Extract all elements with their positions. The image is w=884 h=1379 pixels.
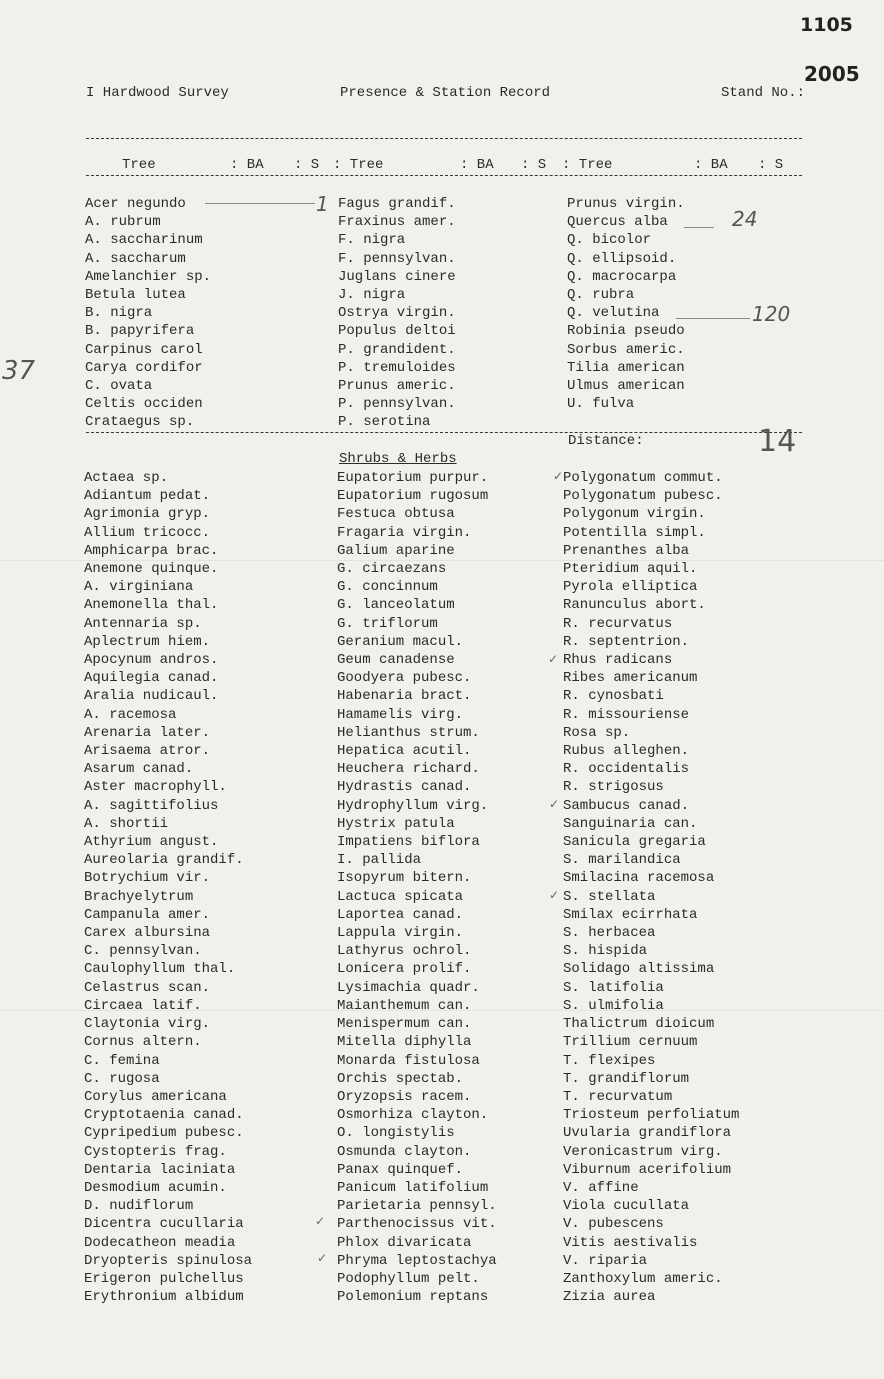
species-item: Celtis occiden [85,396,203,413]
species-item: C. ovata [85,378,153,395]
species-item: Rosa sp. [563,724,631,741]
paper-fold [0,1010,884,1011]
species-item: Hystrix patula [337,815,455,832]
species-item: Acer negundo [85,196,186,212]
tree-column-1 [85,195,211,432]
species-item: F. nigra [338,232,406,249]
species-item: R. missouriense [563,706,690,723]
species-item: Galium aparine [337,542,455,559]
species-item: Sanguinaria can. [563,815,698,832]
check-mark-icon: ✓ [315,1214,326,1228]
species-item: T. flexipes [563,1052,656,1069]
pencil-line [684,227,714,228]
species-item: Actaea sp. [84,470,169,486]
section-divider [86,432,802,433]
species-item: Polygonatum pubesc. [563,488,723,505]
species-item: V. riparia [563,1252,648,1269]
species-item: Lappula virgin. [337,925,464,942]
species-item: G. circaezans [337,561,447,578]
species-item: Polemonium reptans [337,1289,489,1306]
species-item: Potentilla simpl. [563,524,706,541]
species-item: Solidago altissima [563,961,715,978]
species-item: Monarda fistulosa [337,1052,480,1069]
species-item: C. femina [84,1052,160,1069]
species-item: A. shortii [84,815,169,832]
species-item: Trillium cernuum [563,1034,698,1051]
species-item: Laportea canad. [337,906,464,923]
paper-fold [0,560,884,561]
stand-number-label: Stand No.: [721,85,806,101]
col-header-ba-2: : BA [460,157,494,173]
species-item: B. nigra [85,305,153,322]
species-item: Cornus altern. [84,1034,202,1051]
species-item: Viburnum acerifolium [563,1161,732,1178]
species-item: Desmodium acumin. [84,1179,227,1196]
check-mark-icon: ✓ [549,888,560,902]
species-item: Caulophyllum thal. [84,961,236,978]
species-item: Parietaria pennsyl. [337,1198,497,1215]
species-item: A. racemosa [84,706,177,723]
species-item: F. pennsylvan. [338,250,456,267]
species-item: J. nigra [338,287,406,304]
species-item: Rhus radicans [563,652,673,669]
pencil-line [205,203,315,204]
species-item: Brachyelytrum [84,888,194,905]
species-item: Ostrya virgin. [338,305,456,322]
species-item: Eupatorium purpur. [337,470,489,486]
species-item: Carpinus carol [85,341,203,358]
species-item: Pyrola elliptica [563,579,698,596]
species-item: Dentaria laciniata [84,1161,236,1178]
species-item: Podophyllum pelt. [337,1270,480,1287]
species-item: R. recurvatus [563,615,673,632]
handwritten-ba-quercus-alba: 24 [732,207,758,231]
species-item: Uvularia grandiflora [563,1125,732,1142]
species-item: Zanthoxylum americ. [563,1270,723,1287]
species-item: Panicum latifolium [337,1179,489,1196]
species-item: Maianthemum can. [337,997,472,1014]
species-item: Prunus americ. [338,378,456,395]
col-header-s-3: : S [758,157,784,173]
species-item: Carex albursina [84,925,211,942]
col-header-s-1: : S [294,157,320,173]
species-item: Ranunculus abort. [563,597,706,614]
species-item: Lonicera prolif. [337,961,472,978]
species-item: A. virginiana [84,579,194,596]
check-mark-icon: ✓ [549,797,560,811]
species-item: Aster macrophyll. [84,779,227,796]
species-item: Arisaema atror. [84,743,211,760]
species-item: Polygonatum commut. [563,470,723,486]
header-rule-top [86,138,802,139]
species-item: Asarum canad. [84,761,194,778]
species-item: Prenanthes alba [563,542,690,559]
species-item: S. stellata [563,888,656,905]
species-item: Dryopteris spinulosa [84,1252,253,1269]
species-item: Polygonum virgin. [563,506,706,523]
species-item: R. occidentalis [563,761,690,778]
species-item: Carya cordifor [85,359,203,376]
species-item: V. affine [563,1179,639,1196]
species-item: S. latifolia [563,979,664,996]
species-item: Phlox divaricata [337,1234,472,1251]
species-item: Allium tricocc. [84,524,211,541]
species-item: Agrimonia gryp. [84,506,211,523]
species-item: P. tremuloides [338,359,456,376]
species-item: Robinia pseudo [567,323,685,340]
species-item: T. grandiflorum [563,1070,690,1087]
species-item: R. strigosus [563,779,664,796]
species-item: Impatiens biflora [337,834,480,851]
species-item: Botrychium vir. [84,870,211,887]
species-item: Aureolaria grandif. [84,852,244,869]
species-item: Heuchera richard. [337,761,480,778]
species-item: Sorbus americ. [567,341,685,358]
species-item: Zizia aurea [563,1289,656,1306]
species-item: Amphicarpa brac. [84,542,219,559]
tree-column-3 [567,195,685,413]
species-item: Geranium macul. [337,633,464,650]
species-item: Triosteum perfoliatum [563,1107,740,1124]
species-item: Dicentra cucullaria [84,1216,244,1233]
handwritten-margin-number: 37 [2,356,36,386]
species-item: Claytonia virg. [84,1016,211,1033]
species-item: Helianthus strum. [337,724,480,741]
species-item: Athyrium angust. [84,834,219,851]
stamp-number: 1105 [800,14,853,36]
species-item: R. septentrion. [563,633,690,650]
species-item: Antennaria sp. [84,615,202,632]
col-header-tree-3: : Tree [562,157,613,173]
species-item: P. pennsylvan. [338,396,456,413]
col-header-ba-1: : BA [230,157,264,173]
species-item: Habenaria bract. [337,688,472,705]
species-item: Campanula amer. [84,906,211,923]
species-item: Amelanchier sp. [85,268,212,285]
species-item: Thalictrum dioicum [563,1016,715,1033]
species-item: Aquilegia canad. [84,670,219,687]
species-item: S. ulmifolia [563,997,664,1014]
species-item: Goodyera pubesc. [337,670,472,687]
species-item: R. cynosbati [563,688,664,705]
species-item: Anemone quinque. [84,561,219,578]
species-item: G. triflorum [337,615,438,632]
species-item: Sambucus canad. [563,797,690,814]
species-item: Fagus grandif. [338,196,456,212]
check-mark-icon: ✓ [548,652,559,666]
species-item: Betula lutea [85,287,186,304]
species-item: Parthenocissus vit. [337,1216,497,1233]
species-item: Erythronium albidum [84,1289,244,1306]
species-item: Anemonella thal. [84,597,219,614]
tree-column-2 [338,195,456,432]
species-item: C. pennsylvan. [84,943,202,960]
species-item: G. lanceolatum [337,597,455,614]
pencil-line [676,318,750,319]
species-item: Fraxinus amer. [338,214,456,231]
species-item: Aplectrum hiem. [84,633,211,650]
species-item: Geum canadense [337,652,455,669]
species-item: O. longistylis [337,1125,455,1142]
species-item: Erigeron pulchellus [84,1270,244,1287]
species-item: Sanicula gregaria [563,834,706,851]
herb-column-2 [337,469,497,1306]
species-item: Panax quinquef. [337,1161,464,1178]
species-item: Q. macrocarpa [567,268,677,285]
species-item: Festuca obtusa [337,506,455,523]
species-item: Smilacina racemosa [563,870,715,887]
header-rule-bottom [86,175,802,176]
species-item: Populus deltoi [338,323,456,340]
species-item: Prunus virgin. [567,196,685,212]
species-item: Vitis aestivalis [563,1234,698,1251]
species-item: Cystopteris frag. [84,1143,227,1160]
species-item: Hepatica acutil. [337,743,472,760]
species-item: Eupatorium rugosum [337,488,489,505]
col-header-tree-2: : Tree [333,157,384,173]
species-item: Hydrastis canad. [337,779,472,796]
species-item: S. marilandica [563,852,681,869]
species-item: I. pallida [337,852,422,869]
species-item: Q. ellipsoid. [567,250,677,267]
species-item: A. rubrum [85,214,161,231]
herb-column-1 [84,469,252,1306]
species-item: D. nudiflorum [84,1198,194,1215]
species-item: Quercus alba [567,214,668,231]
species-item: A. saccharinum [85,232,203,249]
species-item: Crataegus sp. [85,414,195,431]
species-item: Hydrophyllum virg. [337,797,489,814]
species-item: Smilax ecirrhata [563,906,698,923]
species-item: Osmunda clayton. [337,1143,472,1160]
species-item: Ribes americanum [563,670,698,687]
survey-title: I Hardwood Survey [86,85,229,101]
species-item: Corylus americana [84,1088,227,1105]
species-item: C. rugosa [84,1070,160,1087]
species-item: Q. bicolor [567,232,652,249]
species-item: Mitella diphylla [337,1034,472,1051]
species-item: S. hispida [563,943,648,960]
species-item: Pteridium aquil. [563,561,698,578]
species-item: A. saccharum [85,250,186,267]
col-header-ba-3: : BA [694,157,728,173]
species-item: Cryptotaenia canad. [84,1107,244,1124]
species-item: Adiantum pedat. [84,488,211,505]
col-header-s-2: : S [521,157,547,173]
species-item: Arenaria later. [84,724,211,741]
species-item: Rubus alleghen. [563,743,690,760]
check-mark-icon: ✓ [317,1251,328,1265]
herb-column-3 [563,469,739,1306]
shrubs-herbs-heading: Shrubs & Herbs [339,451,457,467]
species-item: Lactuca spicata [337,888,464,905]
species-item: Lysimachia quadr. [337,979,480,996]
species-item: Celastrus scan. [84,979,211,996]
species-item: Circaea latif. [84,997,202,1014]
species-item: Fragaria virgin. [337,524,472,541]
species-item: G. concinnum [337,579,438,596]
species-item: Osmorhiza clayton. [337,1107,489,1124]
species-item: Isopyrum bitern. [337,870,472,887]
species-item: S. herbacea [563,925,656,942]
species-item: V. pubescens [563,1216,664,1233]
species-item: Dodecatheon meadia [84,1234,236,1251]
species-item: P. serotina [338,414,431,431]
species-item: B. papyrifera [85,323,195,340]
species-item: Phryma leptostachya [337,1252,497,1269]
species-item: Q. rubra [567,287,635,304]
species-item: Juglans cinere [338,268,456,285]
species-item: Oryzopsis racem. [337,1088,472,1105]
check-mark-icon: ✓ [553,469,564,483]
species-item: Tilia american [567,359,685,376]
species-item: Menispermum can. [337,1016,472,1033]
species-item: Aralia nudicaul. [84,688,219,705]
species-item: Q. velutina [567,305,660,322]
species-item: Lathyrus ochrol. [337,943,472,960]
species-item: T. recurvatum [563,1088,673,1105]
handwritten-distance-value: 14 [758,424,797,459]
record-title: Presence & Station Record [340,85,551,101]
handwritten-tally: 1 [316,192,329,216]
species-item: Apocynum andros. [84,652,219,669]
species-item: Viola cucullata [563,1198,690,1215]
distance-label: Distance: [568,433,644,449]
species-item: Hamamelis virg. [337,706,464,723]
species-item: A. sagittifolius [84,797,219,814]
species-item: Orchis spectab. [337,1070,464,1087]
handwritten-ba-q-velutina: 120 [752,302,791,326]
species-item: Veronicastrum virg. [563,1143,723,1160]
col-header-tree-1: Tree [122,157,156,173]
species-item: Cypripedium pubesc. [84,1125,244,1142]
species-item: P. grandident. [338,341,456,358]
species-item: Ulmus american [567,378,685,395]
species-item: U. fulva [567,396,635,413]
stamp-year: 2005 [804,62,860,86]
